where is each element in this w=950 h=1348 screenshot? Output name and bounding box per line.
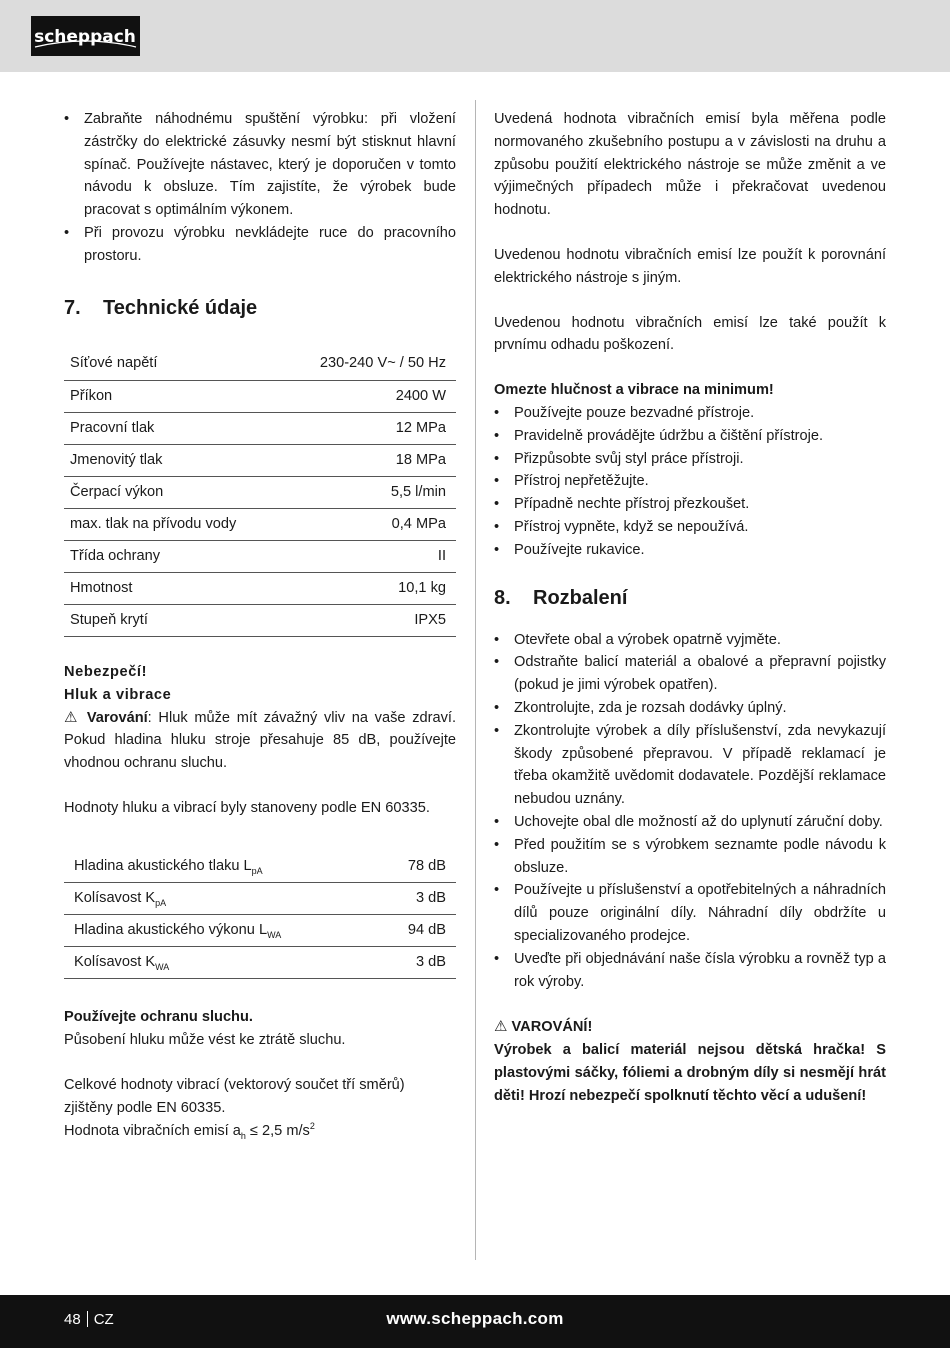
final-warning-text: Výrobek a balicí materiál nejsou dětská hračka! S plastovými sáčky, fóliemi a drobným díly si nesmějí hrát děti! Hrozí nebezpečí spolknutí těchto věcí a udušení! (494, 1042, 886, 1104)
final-warning-label: VAROVÁNÍ! (511, 1019, 593, 1036)
section-title: Technické údaje (103, 296, 258, 319)
spec-value: 230-240 V~ / 50 Hz (284, 348, 456, 381)
spec-label: Síťové napětí (64, 348, 284, 381)
scheppach-logo (31, 16, 140, 56)
section-8-heading (494, 584, 886, 612)
spec-value: 2400 W (284, 381, 456, 413)
list-item: • Zkontrolujte výrobek a díly příslušenství, zda nevykazují škody způsobené přepravou. V případě reklamací je třeba okamžitě uvědomit dodavatele. Pozdější reklamace nebudou uznány. (494, 720, 886, 811)
list-item: • Pravidelně provádějte údržbu a čištění přístroje. (494, 425, 886, 448)
table-row (64, 509, 456, 541)
list-item: • Přístroj nepřetěžujte. (494, 470, 886, 493)
noise-label: Hladina akustického výkonu $L_{WA}$ (64, 915, 381, 947)
list-item: • Uveďte při objednávání naše čísla výrobku a rovněž typ a rok výroby. (494, 948, 886, 994)
list-item: • Zabraňte náhodnému spuštění výrobku: při vložení zástrčky do elektrické zásuvky nesmí být stisknut hlavní spínač. Používejte nástavec, který je doporučen v tomto návodu k obsluze. Tím zajistíte, že výrobek bude pracovat s optimálním výkonem. (64, 108, 456, 222)
spec-value: 18 MPa (284, 445, 456, 477)
spec-label: Hmotnost (64, 573, 284, 605)
spec-value: 10,1 kg (284, 573, 456, 605)
header-bar (0, 0, 950, 72)
list-item: • Při provozu výrobku nevkládejte ruce do pracovního prostoru. (64, 222, 456, 268)
table-row (64, 851, 456, 883)
minimize-heading: Omezte hlučnost a vibrace na minimum! (494, 382, 774, 399)
page-number: 48 (64, 1311, 81, 1328)
table-row (64, 605, 456, 637)
vibration-text: Celkové hodnoty vibrací (vektorový součet tří směrů) zjištěny podle EN 60335. (64, 1076, 405, 1116)
right-column (494, 108, 886, 1107)
spec-label: Jmenovitý tlak (64, 445, 284, 477)
noise-label: Kolísavost $K_{pA}$ (64, 883, 381, 915)
spec-label: Čerpací výkon (64, 477, 284, 509)
section-number: 7. (64, 296, 81, 319)
list-item: • Přizpůsobte svůj styl práce přístroji. (494, 448, 886, 471)
section-7-heading (64, 294, 456, 322)
spec-value: IPX5 (284, 605, 456, 637)
technical-data-table (64, 348, 456, 638)
table-row (64, 348, 456, 381)
noise-label: Hladina akustického tlaku $L_{pA}$ (64, 851, 381, 883)
footer-bar (0, 1295, 950, 1348)
final-warning-heading (494, 1016, 886, 1039)
website-url: www.scheppach.com (386, 1309, 564, 1328)
spec-value: 0,4 MPa (284, 509, 456, 541)
logo-wordmark: scheppach (34, 27, 136, 47)
noise-warning (64, 707, 456, 775)
language-code: CZ (93, 1311, 114, 1328)
safety-bullet-list (64, 108, 456, 268)
list-item: • Před použitím se s výrobkem seznamte podle návodu k obsluze. (494, 834, 886, 880)
spec-label: max. tlak na přívodu vody (64, 509, 284, 541)
list-item: • Uchovejte obal dle možností až do uplynutí záruční doby. (494, 811, 886, 834)
spec-value: 12 MPa (284, 413, 456, 445)
list-item: • Používejte u příslušenství a opotřebitelných a náhradních dílů pouze originální díly. Náhradní díly obdržíte u specializovaného prodejce. (494, 879, 886, 947)
unpack-bullet-list (494, 629, 886, 994)
minimize-bullet-list (494, 402, 886, 562)
noise-value: 3 dB (381, 947, 456, 979)
vibration-paragraph-1: Uvedená hodnota vibračních emisí byla měřena podle normovaného zkušebního postupu a v závislosti na druhu a způsobu použití elektrického nástroje se může změnit a ve výjimečných případech může i překračovat uvedenou hodnotu. (494, 111, 886, 219)
list-item: • Odstraňte balicí materiál a obalové a přepravní pojistky (pokud je jimi výrobek opatřen). (494, 651, 886, 697)
warning-label: Varování (86, 709, 148, 726)
noise-value: 3 dB (381, 883, 456, 915)
warning-triangle-icon: ⚠ (64, 708, 81, 726)
table-row (64, 541, 456, 573)
noise-value: 94 dB (381, 915, 456, 947)
vibration-paragraph-2: Uvedenou hodnotu vibračních emisí lze použít k porovnání elektrického nástroje s jiným. (494, 246, 886, 286)
spec-label: Pracovní tlak (64, 413, 284, 445)
spec-label: Příkon (64, 381, 284, 413)
noise-standard-text: Hodnoty hluku a vibrací byly stanoveny podle EN 60335. (64, 800, 430, 817)
warning-text: : Hluk může mít závažný vliv na vaše zdraví. Pokud hladina hluku stroje přesahuje 85 dB, používejte vhodnou ochranu sluchu. (64, 709, 457, 772)
table-row (64, 915, 456, 947)
table-row (64, 883, 456, 915)
warning-triangle-icon: ⚠ (494, 1018, 508, 1036)
spec-label: Stupeň krytí (64, 605, 284, 637)
table-row (64, 573, 456, 605)
danger-label: Nebezpečí! (64, 664, 148, 681)
noise-values-table (64, 851, 456, 980)
section-title: Rozbalení (533, 586, 628, 609)
section-number: 8. (494, 586, 511, 609)
table-row (64, 947, 456, 979)
table-row (64, 381, 456, 413)
left-column (64, 108, 456, 1142)
noise-value: 78 dB (381, 851, 456, 883)
list-item: • Případně nechte přístroj přezkoušet. (494, 493, 886, 516)
column-divider (475, 100, 476, 1260)
spec-label: Třída ochrany (64, 541, 284, 573)
hearing-text: Působení hluku může vést ke ztrátě sluchu. (64, 1032, 346, 1049)
spec-value: II (284, 541, 456, 573)
table-row (64, 477, 456, 509)
vibration-paragraph-3: Uvedenou hodnotu vibračních emisí lze také použít k prvnímu odhadu poškození. (494, 314, 886, 354)
spec-value: 5,5 l/min (284, 477, 456, 509)
list-item: • Zkontrolujte, zda je rozsah dodávky úplný. (494, 697, 886, 720)
hearing-heading: Používejte ochranu sluchu. (64, 1009, 253, 1026)
list-item: • Používejte rukavice. (494, 539, 886, 562)
table-row (64, 445, 456, 477)
table-row (64, 413, 456, 445)
noise-heading: Hluk a vibrace (64, 686, 172, 703)
vibration-value: Hodnota vibračních emisí $a_h \le 2,5$ $m/s^2$ (64, 1120, 315, 1141)
list-item: • Otevřete obal a výrobek opatrně vyjměte. (494, 629, 886, 652)
noise-label: Kolísavost $K_{WA}$ (64, 947, 381, 979)
list-item: • Používejte pouze bezvadné přístroje. (494, 402, 886, 425)
list-item: • Přístroj vypněte, když se nepoužívá. (494, 516, 886, 539)
